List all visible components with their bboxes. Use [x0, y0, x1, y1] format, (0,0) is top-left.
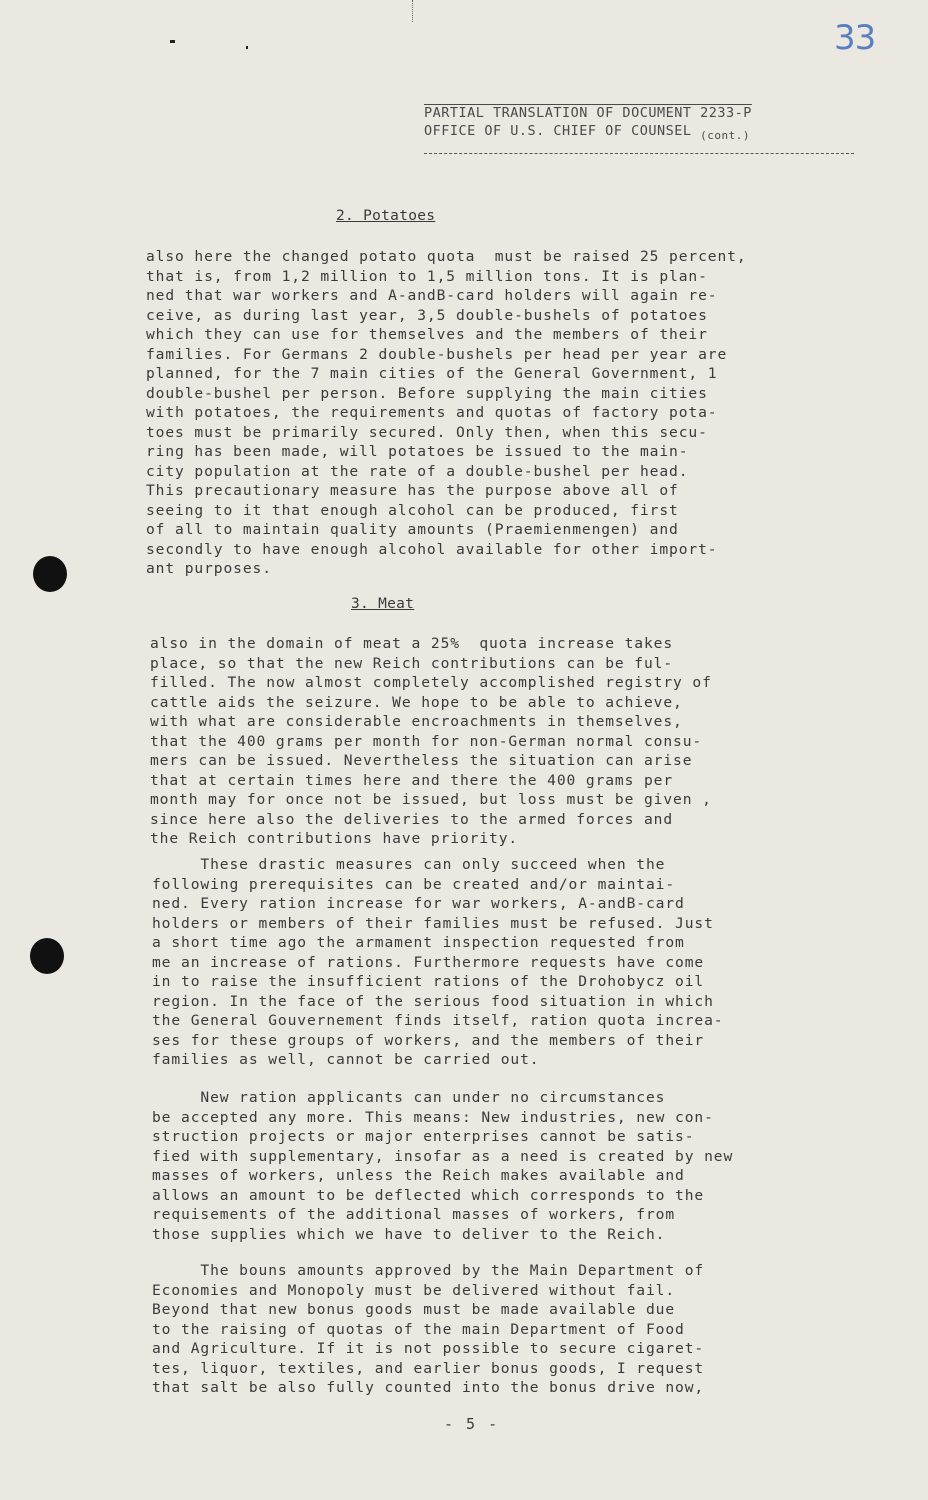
header-office-text: OFFICE OF U.S. CHIEF OF COUNSEL: [424, 123, 692, 139]
handwritten-page-number: 33: [834, 18, 876, 58]
section-heading-meat: 3. Meat: [351, 596, 415, 612]
page-footer-number: - 5 -: [444, 1415, 500, 1433]
section-heading-potatoes: 2. Potatoes: [336, 208, 436, 224]
paragraph-new-applicants: New ration applicants can under no circumstances be accepted any more. This means: New industries, new con- struction projects or major enterprises cannot be satis- fied with supplementary, insofar as a need is created by new masses of workers, unless the Reich makes available and allows an amount to be deflected which corresponds to the requisements of the additional masses of workers, from those supplies which we have to deliver to the Reich.: [152, 1089, 734, 1243]
punch-hole: [30, 938, 64, 974]
ink-speck: [246, 46, 248, 49]
staple-mark: [412, 0, 415, 22]
paragraph-bonus-amounts: The bouns amounts approved by the Main Department of Economies and Monopoly must be delivered without fail. Beyond that new bonus goods must be made available due to the raising of quotas of the main Department of Food and Agriculture. If it is not possible to secure cigaret- tes, liquor, textiles, and earlier bonus goods, I request that salt be also fully counted into the bonus drive now,: [152, 1262, 705, 1396]
header-title: PARTIAL TRANSLATION OF DOCUMENT 2233-P: [424, 105, 752, 121]
paragraph-meat: also in the domain of meat a 25% quota increase takes place, so that the new Reich contributions can be ful- filled. The now almost completely accomplished registry of cattle aids the seizure. We hope to be able to achieve, with what are considerable encroachments in themselves, that the 400 grams per month for non-German normal consu- mers can be issued. Nevertheless the situation can arise that at certain times here and there the 400 grams per month may for once not be issued, but loss must be given , since here also the deliveries to the armed forces and the Reich contributions have priority.: [150, 635, 712, 847]
ink-speck: [170, 40, 175, 43]
header-rule: [424, 153, 854, 154]
paragraph-prerequisites: These drastic measures can only succeed when the following prerequisites can be created and/or maintai- ned. Every ration increase for war workers, A-andB-card holders or members of their families must be refused. Just a short time ago the armament inspection requested from me an increase of rations. Furthermore requests have come in to raise the insufficient rations of the Drohobycz oil region. In the face of the serious food situation in which the General Gouvernement finds itself, ration quota increa- ses for these groups of workers, and the members of their families as well, cannot be carried out.: [152, 856, 724, 1068]
punch-hole: [33, 556, 67, 592]
header-office: [424, 122, 854, 141]
header-cont: (cont.): [700, 129, 750, 142]
paragraph-potatoes: also here the changed potato quota must be raised 25 percent, that is, from 1,2 million to 1,5 million tons. It is plan- ned that war workers and A-andB-card holders will again re- ceive, as during last year, 3,5 double-bushels of potatoes which they can use for themselves and the members of their families. For Germans 2 double-bushels per head per year are planned, for the 7 main cities of the General Government, 1 double-bushel per person. Before supplying the main cities with potatoes, the requirements and quotas of factory pota- toes must be primarily secured. Only then, when this secu- ring has been made, will potatoes be issued to the main- city population at the rate of a double-bushel per head. This precautionary measure has the purpose above all of seeing to it that enough alcohol can be produced, first of all to maintain quality amounts (Praemienmengen) and secondly to have enough alcohol available for other import- ant purposes.: [146, 248, 747, 577]
document-header: [424, 104, 854, 154]
